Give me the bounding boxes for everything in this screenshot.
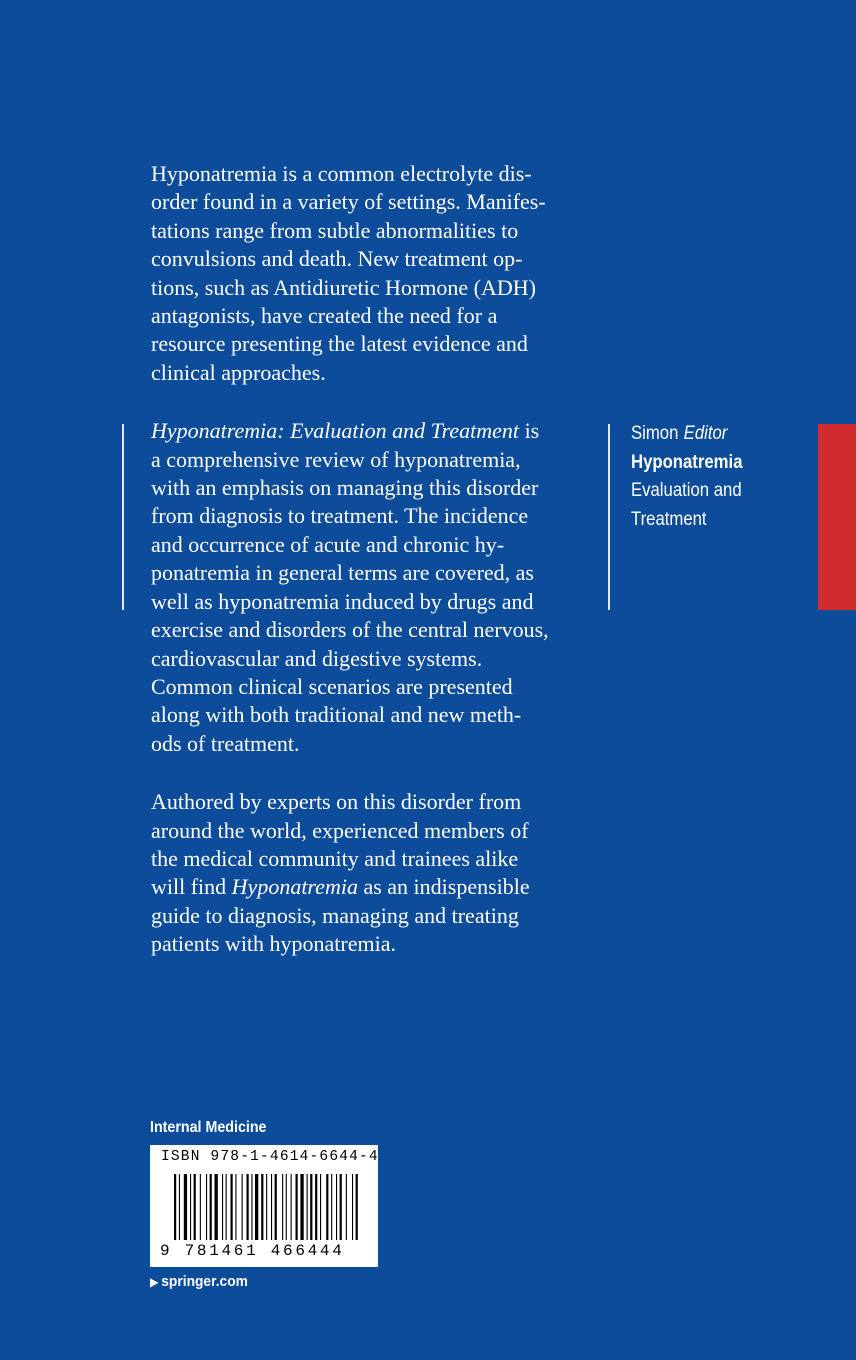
blurb-paragraph-1 [151, 160, 581, 387]
barcode-bar [291, 1174, 292, 1240]
barcode-bar [206, 1174, 207, 1240]
blurb-line: tions, such as Antidiuretic Hormone (ADH) [151, 274, 536, 300]
barcode-bar [235, 1174, 236, 1240]
blurb-line: a comprehensive review of hyponatremia, [151, 446, 521, 472]
blurb-line: ods of treatment. [151, 730, 300, 756]
barcode-bar [266, 1174, 267, 1240]
barcode-bar [331, 1174, 332, 1240]
blurb-line: with an emphasis on managing this disorder [151, 475, 539, 501]
blurb-line: along with both traditional and new meth- [151, 702, 522, 728]
blurb-line: Hyponatremia is a common electrolyte dis- [151, 161, 532, 186]
blurb-line: patients with hyponatremia. [151, 931, 396, 957]
barcode-bar [307, 1174, 308, 1240]
barcode-bar [222, 1174, 223, 1240]
blurb-text: is [519, 418, 540, 444]
isbn-barcode [150, 1145, 378, 1267]
blurb-line: Authored by experts on this disorder from [151, 789, 522, 815]
editor-line [631, 420, 742, 449]
barcode-bar [336, 1174, 337, 1240]
blurb-line: ponatremia in general terms are covered, as [151, 560, 534, 586]
barcode-bar [231, 1174, 233, 1240]
barcode-bar [286, 1174, 287, 1240]
barcode-bar-group [174, 1174, 358, 1240]
publisher-url-text: springer.com [161, 1273, 248, 1290]
barcode-bar [251, 1174, 252, 1240]
blurb-line: convulsions and death. New treatment op- [151, 246, 523, 272]
blurb-line: resource presenting the latest evidence and [151, 331, 528, 357]
blurb-line: clinical approaches. [151, 359, 326, 385]
barcode-bars [174, 1174, 368, 1240]
blurb-line: and occurrence of acute and chronic hy- [151, 531, 505, 557]
blurb-line: order found in a variety of settings. Manifes- [151, 189, 546, 215]
blurb-line [151, 873, 581, 901]
barcode-bar [296, 1174, 298, 1240]
barcode-bar [226, 1174, 227, 1240]
right-vertical-rule [608, 424, 610, 610]
editor-role: Editor [683, 423, 728, 444]
barcode-bar [340, 1174, 342, 1240]
barcode-bar [174, 1174, 176, 1240]
blurb-line: well as hyponatremia induced by drugs and [151, 588, 534, 614]
barcode-bar [271, 1174, 272, 1240]
ean-digits: 9 781461 466444 [160, 1242, 345, 1260]
barcode-bar [179, 1174, 180, 1240]
left-vertical-rule [122, 424, 124, 610]
blurb-paragraph-2 [151, 417, 581, 758]
barcode-bar [210, 1174, 212, 1240]
editor-name: Simon [631, 423, 679, 444]
barcode-bar [200, 1174, 201, 1240]
blurb-line: around the world, experienced members of [151, 817, 529, 843]
back-cover-blurb [151, 160, 581, 959]
barcode-bar [346, 1174, 347, 1240]
barcode-bar [261, 1174, 263, 1240]
barcode-bar [184, 1174, 187, 1240]
blurb-line: Common clinical scenarios are presented [151, 673, 513, 699]
blurb-line: cardiovascular and digestive systems. [151, 645, 483, 671]
blurb-line: from diagnosis to treatment. The incidence [151, 503, 529, 529]
barcode-bar [352, 1174, 353, 1240]
blurb-line: antagonists, have created the need for a [151, 303, 498, 329]
blurb-text: as an indispensible [357, 874, 530, 900]
red-accent-band [818, 424, 856, 610]
isbn-label: ISBN 978-1-4614-6644-4 [161, 1149, 379, 1165]
barcode-bar [282, 1174, 283, 1240]
barcode-bar [190, 1174, 191, 1240]
book-title-italic: Hyponatremia: Evaluation and Treatment [151, 418, 520, 444]
barcode-bar [315, 1174, 317, 1240]
spine-title-block [631, 420, 742, 534]
spine-subtitle-line-1: Evaluation and [631, 480, 742, 501]
barcode-bar [275, 1174, 277, 1240]
subject-category: Internal Medicine [150, 1119, 267, 1136]
blurb-line [151, 417, 581, 445]
book-title-italic: Hyponatremia [231, 874, 358, 900]
blurb-paragraph-3 [151, 788, 581, 958]
blurb-line: the medical community and trainees alike [151, 845, 519, 871]
blurb-line: guide to diagnosis, managing and treating [151, 902, 519, 928]
blurb-line: tations range from subtle abnormalities to [151, 217, 519, 243]
publisher-url [150, 1273, 248, 1290]
barcode-bar [242, 1174, 243, 1240]
barcode-bar [247, 1174, 249, 1240]
spine-subtitle-line-2: Treatment [631, 508, 707, 530]
barcode-bar [255, 1174, 258, 1240]
blurb-line: exercise and disorders of the central nervous, [151, 617, 549, 643]
barcode-bar [194, 1174, 196, 1240]
barcode-bar [310, 1174, 312, 1240]
barcode-bar [326, 1174, 328, 1240]
play-arrow-icon: ▶ [150, 1275, 159, 1289]
barcode-bar [356, 1174, 358, 1240]
spine-book-title: Hyponatremia [631, 451, 743, 473]
blurb-text: will find [151, 874, 232, 900]
barcode-bar [320, 1174, 321, 1240]
barcode-bar [300, 1174, 303, 1240]
barcode-bar [215, 1174, 218, 1240]
